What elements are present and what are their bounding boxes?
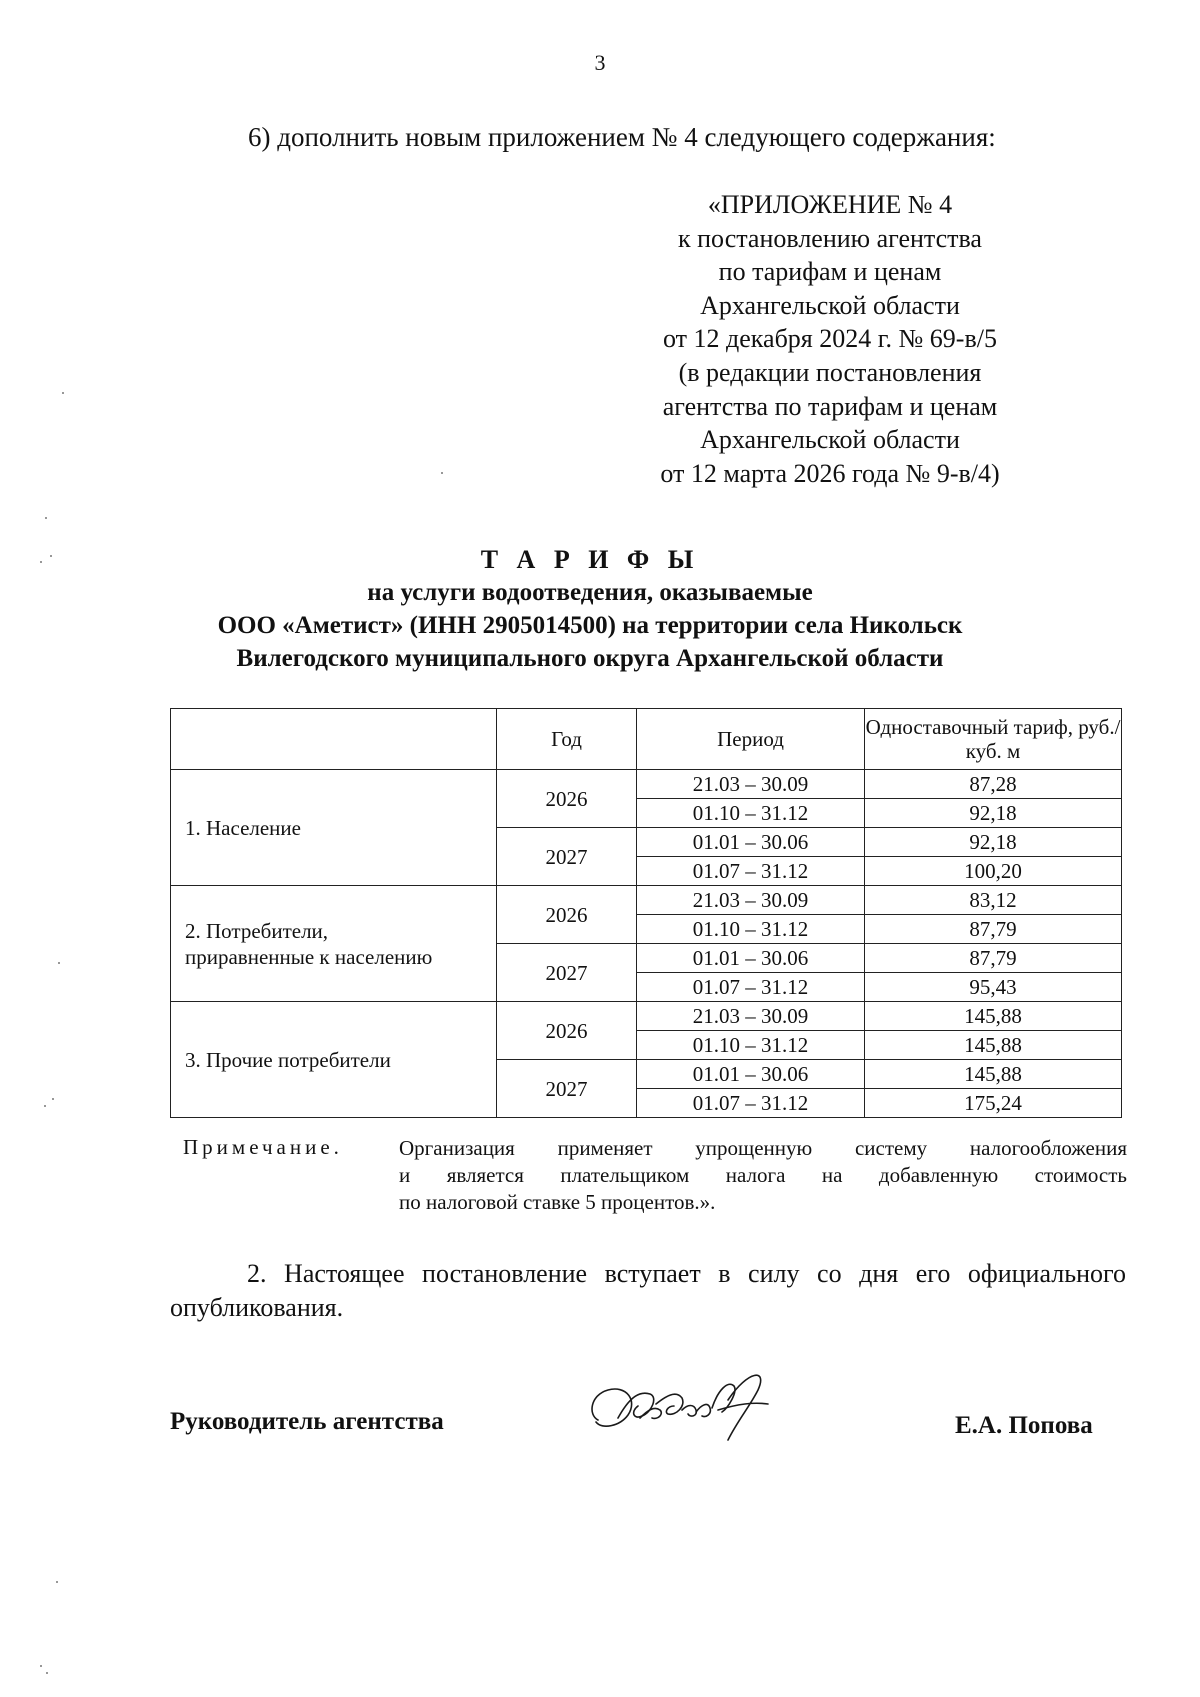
scan-speck [441,472,443,474]
year-cell: 2027 [497,944,637,1002]
signatory-title: Руководитель агентства [170,1408,444,1435]
appendix-line: Архангельской области [700,290,960,320]
table-row [171,886,1122,915]
scan-speck [56,1581,58,1583]
note-line: по налоговой ставке 5 процентов.». [399,1190,716,1214]
tariffs-heading [180,543,1000,675]
tariff-cell: 92,18 [865,799,1122,828]
year-cell: 2026 [497,1002,637,1060]
header-year: Год [497,709,637,770]
table-header-row [171,709,1122,770]
header-period: Период [637,709,865,770]
period-cell: 01.01 – 30.06 [637,828,865,857]
tariff-cell: 87,79 [865,944,1122,973]
appendix-line: от 12 декабря 2024 г. № 69-в/5 [663,324,997,354]
handwritten-signature [578,1360,808,1450]
period-cell: 01.01 – 30.06 [637,944,865,973]
scan-speck [58,962,60,964]
tariff-cell: 145,88 [865,1060,1122,1089]
period-cell: 01.07 – 31.12 [637,973,865,1002]
note-label: Примечание. [183,1135,343,1159]
scan-speck [40,561,42,563]
scan-speck [45,517,47,519]
period-cell: 01.01 – 30.06 [637,1060,865,1089]
header-category [171,709,497,770]
signatory-name: Е.А. Попова [955,1412,1093,1439]
scan-speck [46,1672,48,1674]
category-cell: 1. Население [171,770,497,886]
tariff-cell: 175,24 [865,1089,1122,1118]
period-cell: 01.10 – 31.12 [637,915,865,944]
period-cell: 01.10 – 31.12 [637,1031,865,1060]
note-text [399,1135,1127,1216]
appendix-line: агентства по тарифам и ценам [662,391,998,421]
appendix-line: (в редакции постановления [678,357,982,387]
note-line: и является плательщиком налога на добавленную стоимость [399,1163,1127,1187]
table-row [171,770,1122,799]
note-line: Организация применяет упрощенную систему налогообложения [399,1136,1127,1160]
appendix-line: к постановлению агентства [678,223,982,253]
year-cell: 2026 [497,770,637,828]
page-number: 3 [594,50,606,75]
period-cell: 01.07 – 31.12 [637,1089,865,1118]
effective-clause [170,1257,1126,1325]
amendment-item-6: 6) дополнить новым приложением № 4 следующего содержания: [248,122,996,152]
appendix-line: Архангельской области [700,425,960,455]
category-cell: 3. Прочие потребители [171,1002,497,1118]
effective-clause-line: 2. Настоящее постановление вступает в силу со дня его официального [247,1259,1126,1288]
heading-line: ООО «Аметист» (ИНН 2905014500) на территории села Никольск [217,612,963,639]
tariff-cell: 145,88 [865,1002,1122,1031]
tariff-cell: 92,18 [865,828,1122,857]
scan-speck [44,1105,46,1107]
tariff-cell: 100,20 [865,857,1122,886]
table-row [171,1002,1122,1031]
tariff-cell: 83,12 [865,886,1122,915]
appendix-header [620,188,1040,490]
period-cell: 01.07 – 31.12 [637,857,865,886]
category-cell [171,886,497,1002]
heading-line: на услуги водоотведения, оказываемые [367,579,813,606]
header-tariff: Одноставочный тариф, руб./куб. м [865,709,1122,770]
heading-title: Т А Р И Ф Ы [480,545,700,574]
period-cell: 21.03 – 30.09 [637,770,865,799]
effective-clause-line: опубликования. [170,1293,344,1322]
tariffs-table [170,708,1122,1118]
year-cell: 2027 [497,1060,637,1118]
tariff-cell: 87,28 [865,770,1122,799]
tariff-cell: 87,79 [865,915,1122,944]
period-cell: 21.03 – 30.09 [637,886,865,915]
year-cell: 2026 [497,886,637,944]
tariff-cell: 145,88 [865,1031,1122,1060]
heading-line: Вилегодского муниципального округа Архангельской области [236,645,944,672]
year-cell: 2027 [497,828,637,886]
scan-speck [40,1665,42,1667]
scan-speck [50,555,52,557]
scan-speck [62,392,64,394]
category-text: 2. Потребители, приравненные к населению [185,918,433,969]
appendix-line: от 12 марта 2026 года № 9-в/4) [660,458,1000,488]
period-cell: 21.03 – 30.09 [637,1002,865,1031]
scan-speck [52,1098,54,1100]
appendix-line: по тарифам и ценам [718,257,942,287]
appendix-line: «ПРИЛОЖЕНИЕ № 4 [707,190,953,219]
period-cell: 01.10 – 31.12 [637,799,865,828]
tariff-cell: 95,43 [865,973,1122,1002]
